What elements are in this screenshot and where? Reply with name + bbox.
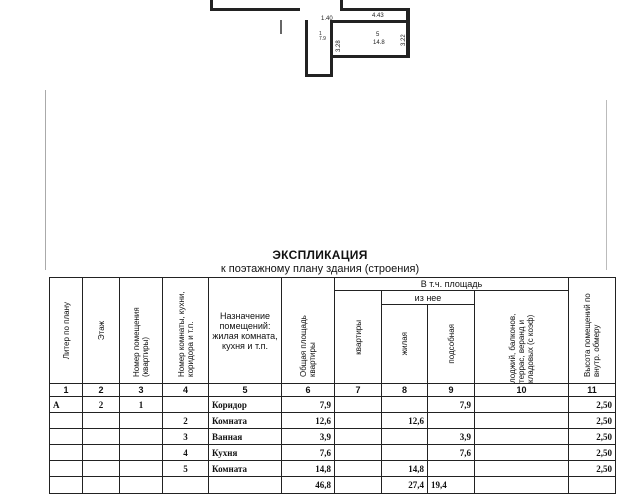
cell-total: 3,9: [282, 429, 335, 445]
column-number: 2: [83, 384, 120, 397]
cell-empty: [569, 477, 616, 494]
plan-side-label: 3.28: [336, 40, 342, 52]
table-row: [50, 413, 616, 429]
cell-name: Кухня: [209, 445, 282, 461]
header-v-t-ch: В т.ч. площадь: [335, 278, 569, 291]
cell-pom: [120, 413, 163, 429]
table-row: [50, 461, 616, 477]
cell-name: Комната: [209, 461, 282, 477]
cell-nomer: 4: [163, 445, 209, 461]
header-iz-nee: из нее: [382, 291, 475, 305]
header-zhilaya: жилая: [382, 305, 428, 384]
cell-litera: [50, 413, 83, 429]
cell-pods: [428, 413, 475, 429]
cell-lodzh: [475, 397, 569, 413]
cell-lodzh: [475, 413, 569, 429]
document-title: ЭКСПЛИКАЦИЯ: [272, 248, 368, 262]
plan-dimension-top: 4.43: [372, 13, 384, 19]
cell-pom: 1: [120, 397, 163, 413]
cell-pom: [120, 445, 163, 461]
cell-empty: [335, 477, 382, 494]
plan-wall: [210, 8, 300, 11]
table-row: [50, 429, 616, 445]
cell-total: 7,6: [282, 445, 335, 461]
cell-pods: 7,6: [428, 445, 475, 461]
cell-kv: [335, 445, 382, 461]
plan-wall: [280, 20, 282, 34]
column-number: 5: [209, 384, 282, 397]
cell-nomer: 3: [163, 429, 209, 445]
column-number: 9: [428, 384, 475, 397]
cell-zhil: [382, 397, 428, 413]
plan-wall: [330, 20, 410, 23]
cell-nomer: 5: [163, 461, 209, 477]
header-litera: Литер по плану: [50, 278, 83, 384]
page-margin-line: [45, 90, 46, 270]
plan-wall: [340, 8, 410, 11]
column-number: 7: [335, 384, 382, 397]
cell-litera: [50, 429, 83, 445]
plan-dimension-right: 3.22: [401, 34, 407, 46]
cell-etazh: [83, 461, 120, 477]
cell-name: Коридор: [209, 397, 282, 413]
header-kvartiry: квартиры: [335, 291, 382, 384]
total-utility: 19,4: [428, 477, 475, 494]
cell-height: 2,50: [569, 429, 616, 445]
cell-zhil: 12,6: [382, 413, 428, 429]
totals-row: [50, 477, 616, 494]
cell-pods: [428, 461, 475, 477]
plan-wall: [330, 20, 333, 76]
cell-etazh: [83, 445, 120, 461]
cell-total: 14,8: [282, 461, 335, 477]
column-number: 10: [475, 384, 569, 397]
header-etazh: Этаж: [83, 278, 120, 384]
cell-height: 2,50: [569, 413, 616, 429]
cell-kv: [335, 413, 382, 429]
page-margin-line: [606, 100, 607, 270]
cell-empty: [83, 477, 120, 494]
cell-empty: [120, 477, 163, 494]
header-vysota: Высота помещений по внутр. обмеру: [569, 278, 616, 384]
cell-total: 7,9: [282, 397, 335, 413]
total-area: 46,8: [282, 477, 335, 494]
cell-zhil: 14,8: [382, 461, 428, 477]
cell-height: 2,50: [569, 397, 616, 413]
cell-pods: 3,9: [428, 429, 475, 445]
cell-height: 2,50: [569, 461, 616, 477]
cell-name: Комната: [209, 413, 282, 429]
cell-litera: А: [50, 397, 83, 413]
cell-height: 2,50: [569, 445, 616, 461]
cell-pom: [120, 429, 163, 445]
column-number: 11: [569, 384, 616, 397]
table-row: [50, 445, 616, 461]
plan-wall: [305, 20, 308, 76]
explication-table: [49, 277, 616, 494]
cell-litera: [50, 445, 83, 461]
cell-etazh: [83, 413, 120, 429]
column-number: 1: [50, 384, 83, 397]
cell-pods: 7,9: [428, 397, 475, 413]
plan-wall: [333, 55, 410, 58]
plan-room-area: 14.8: [373, 40, 385, 46]
header-naznachenie: Назначение помещений: жилая комната, кухня и т.п.: [209, 278, 282, 384]
column-number-row: [50, 384, 616, 397]
cell-zhil: [382, 429, 428, 445]
header-obshchaya: Общая площадь квартиры: [282, 278, 335, 384]
plan-dimension-left: 1.40: [321, 16, 333, 22]
cell-total: 12,6: [282, 413, 335, 429]
column-number: 8: [382, 384, 428, 397]
cell-nomer: [163, 397, 209, 413]
cell-kv: [335, 429, 382, 445]
cell-lodzh: [475, 445, 569, 461]
cell-lodzh: [475, 461, 569, 477]
plan-room-number: 5: [376, 32, 380, 38]
header-lodzhii: лоджий, балконов, террас, веранд и кладовых (с коэф): [475, 291, 569, 384]
cell-zhil: [382, 445, 428, 461]
cell-nomer: 2: [163, 413, 209, 429]
header-nomer-komnaty: Номер комнаты, кухни, коридора и т.п.: [163, 278, 209, 384]
total-living: 27,4: [382, 477, 428, 494]
column-number: 6: [282, 384, 335, 397]
cell-empty: [50, 477, 83, 494]
cell-etazh: 2: [83, 397, 120, 413]
cell-kv: [335, 397, 382, 413]
plan-wall: [406, 8, 410, 56]
cell-empty: [475, 477, 569, 494]
cell-empty: [209, 477, 282, 494]
floor-plan: [200, 0, 440, 80]
cell-kv: [335, 461, 382, 477]
column-number: 3: [120, 384, 163, 397]
plan-small-label: 1 7.9: [319, 31, 326, 42]
document-subtitle: к поэтажному плану здания (строения): [220, 263, 420, 275]
plan-wall: [305, 74, 333, 77]
column-number: 4: [163, 384, 209, 397]
header-row-1: [50, 278, 616, 291]
cell-empty: [163, 477, 209, 494]
header-podsobnaya: подсобная: [428, 305, 475, 384]
cell-pom: [120, 461, 163, 477]
cell-lodzh: [475, 429, 569, 445]
cell-etazh: [83, 429, 120, 445]
table-row: [50, 397, 616, 413]
cell-name: Ванная: [209, 429, 282, 445]
cell-litera: [50, 461, 83, 477]
header-nomer-pomeshcheniya: Номер помещения (квартиры): [120, 278, 163, 384]
